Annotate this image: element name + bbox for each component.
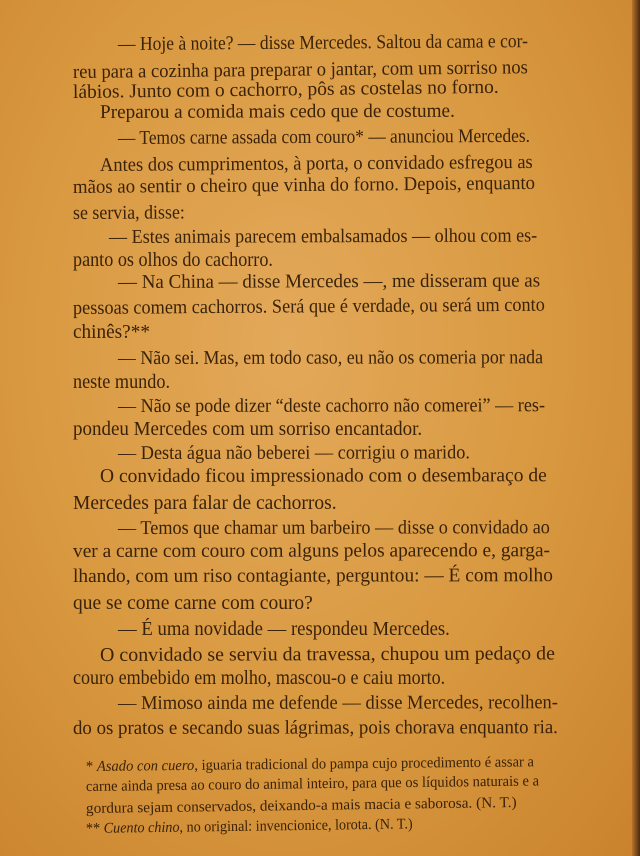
text-line: — Não se pode dizer “deste cachorro não comerei” — res- [117, 395, 546, 417]
text-line: — Hoje à noite? — disse Mercedes. Saltou da cama e cor- [117, 31, 529, 55]
footnote-2-line [86, 815, 413, 838]
text-line: O convidado se serviu da travessa, chupou um pedaço de [99, 643, 555, 666]
footnote-mark: ** [85, 820, 101, 837]
text-line: — Não sei. Mas, em todo caso, eu não os comeria por nada [117, 347, 544, 369]
text-line: pessoas comem cachorros. Será que é verdade, ou será um conto [72, 294, 545, 319]
footnote-mark: * [85, 758, 94, 775]
text-line: couro embebido em molho, mascou-o e caiu morto. [73, 668, 446, 689]
text-line: reu para a cozinha para preparar o jantar, com um sorriso nos [72, 57, 528, 83]
text-line: que se come carne com couro? [73, 593, 313, 614]
footnote-text: , no original: invencionice, lorota. (N. T.) [179, 816, 413, 836]
footnote-text: , iguaria tradicional do pampa cujo procedimento é assar a [194, 754, 535, 774]
footnote-term: Cuento chino [103, 819, 180, 837]
text-line: — Estes animais parecem embalsamados — olhou com es- [108, 225, 538, 248]
text-line: — Desta água não beberei — corrigiu o marido. [117, 442, 470, 464]
text-line: — Temos carne assada com couro* — anunciou Mercedes. [117, 125, 530, 149]
text-line: do os pratos e secando suas lágrimas, pois chorava enquanto ria. [72, 717, 558, 739]
footnote-1-line: gordura sejam conservados, deixando-a mais macia e saborosa. (N. T.) [85, 794, 517, 817]
text-line: lhando, com um riso contagiante, perguntou: — É com molho [72, 565, 553, 587]
text-line: neste mundo. [73, 372, 171, 393]
text-line: Mercedes para falar de cachorros. [73, 493, 337, 514]
text-line: — É uma novidade — respondeu Mercedes. [118, 619, 450, 640]
text-line: pondeu Mercedes com um sorriso encantador. [73, 419, 423, 440]
footnote-1-line: carne ainda presa ao couro do animal inteiro, para que os líquidos naturais e a [85, 773, 540, 795]
text-line: chinês?** [73, 322, 150, 343]
text-line: ver a carne com couro com alguns pelos aparecendo e, garga- [72, 540, 551, 562]
text-line: lábios. Junto com o cachorro, pôs as costelas no forno. [72, 76, 499, 103]
text-line: Preparou a comida mais cedo que de costume. [99, 100, 455, 123]
text-line: panto os olhos do cachorro. [73, 250, 273, 271]
text-line: se servia, disse: [72, 202, 185, 224]
text-line: — Na China — disse Mercedes —, me disseram que as [117, 270, 541, 293]
text-line: — Mimoso ainda me defende — disse Mercedes, recolhen- [117, 692, 558, 714]
text-line: mãos ao sentir o cheiro que vinha do forno. Depois, enquanto [72, 172, 536, 198]
footnote-term: Asado con cuero [96, 757, 195, 775]
text-line: Antes dos cumprimentos, à porta, o convidado esfregou as [99, 151, 533, 176]
text-line: — Temos que chamar um barbeiro — disse o convidado ao [117, 517, 550, 539]
book-spine-shadow [632, 0, 640, 856]
text-line: O convidado ficou impressionado com o desembaraço de [99, 465, 547, 487]
